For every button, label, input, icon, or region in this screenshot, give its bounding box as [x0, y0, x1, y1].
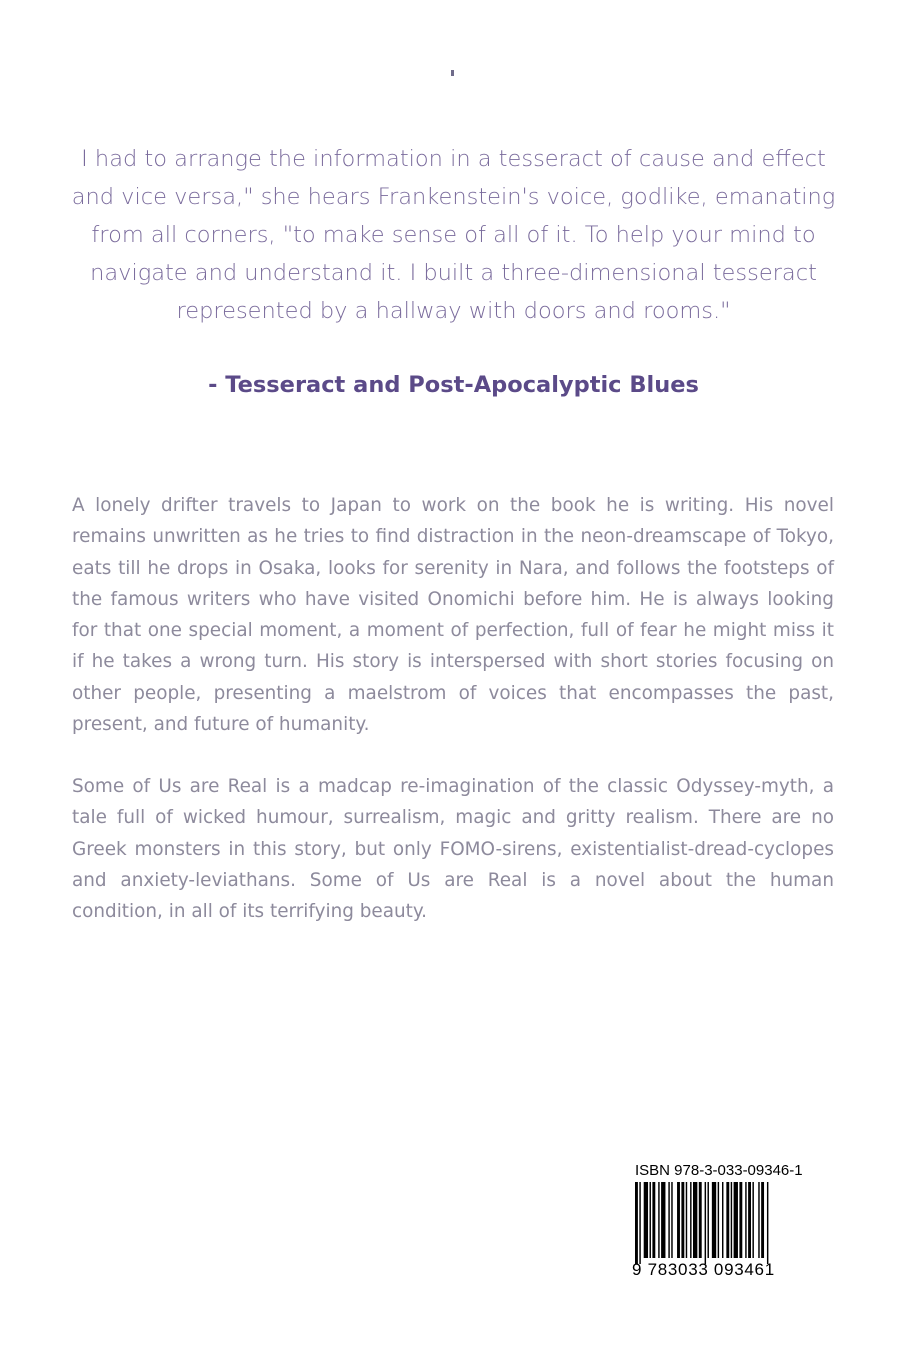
barcode-bar: [693, 1182, 697, 1258]
barcode-bar: [690, 1182, 691, 1258]
barcode-bar: [752, 1182, 753, 1258]
isbn-label: ISBN 978-3-033-09346-1: [635, 1162, 803, 1179]
blurb-paragraph-1: A lonely drifter travels to Japan to work on the book he is writing. His novel remains unwritten as he tries to find distraction in the neon-dreamscape of Tokyo, eats till he drops in Osaka, looks for serenity in Nara, and follows the footsteps of the famous writers who have visited Onomichi before him. He is always looking for that one special moment, a moment of perfection, full of fear he might miss it if he takes a wrong turn. His story is interspersed with short stories focusing on other people, presenting a maelstrom of voices that encompasses the past, present, and future of humanity.: [72, 495, 834, 736]
barcode-bar: [734, 1182, 738, 1258]
barcode-bar: [722, 1182, 723, 1258]
barcode-bar: [681, 1182, 684, 1258]
barcode-bar: [635, 1182, 638, 1264]
barcode-bar: [639, 1182, 640, 1264]
barcode-bar: [644, 1182, 648, 1258]
barcode-bar: [650, 1182, 651, 1258]
barcode-bar: [658, 1182, 659, 1258]
barcode-bar: [718, 1182, 719, 1258]
isbn-barcode: [630, 1160, 820, 1300]
barcode-bar: [712, 1182, 716, 1258]
quote-source: - Tesseract and Post-Apocalyptic Blues: [208, 372, 699, 398]
barcode-bar: [739, 1182, 742, 1258]
barcode-bar: [761, 1182, 764, 1258]
barcode-bars: [635, 1182, 811, 1264]
barcode-bar: [661, 1182, 665, 1258]
barcode-bar: [699, 1182, 702, 1258]
barcode-bar: [731, 1182, 732, 1258]
barcode-bar: [767, 1182, 768, 1264]
barcode-bar: [726, 1182, 729, 1258]
barcode-bar: [668, 1182, 669, 1258]
barcode-digits: 9 783033 093461: [632, 1260, 775, 1279]
barcode-bar: [652, 1182, 655, 1258]
barcode-bar: [705, 1182, 706, 1264]
barcode-bar: [677, 1182, 680, 1258]
barcode-bar: [758, 1182, 759, 1258]
barcode-bar: [748, 1182, 751, 1258]
blurb-paragraph-2: Some of Us are Real is a madcap re-imagination of the classic Odyssey-myth, a tale full of wicked humour, surrealism, magic and gritty realism. There are no Greek monsters in this story, but only FOMO-sirens, existentialist-dread-cyclopes and anxiety-leviathans. Some of Us are Real is a novel about the human condition, in all of its terrifying beauty.: [72, 776, 834, 923]
barcode-bar: [671, 1182, 672, 1258]
barcode-bar: [745, 1182, 746, 1258]
ornament-dot: [451, 70, 454, 76]
barcode-bar: [686, 1182, 687, 1258]
pull-quote: I had to arrange the information in a tesseract of cause and effect and vice versa," she hears Frankenstein's voice, godlike, emanating from all corners, "to make sense of all of it. To help your mind to navigate and understand it. I built a three-dimensional tesseract represented by a hallway with doors and rooms.": [71, 146, 836, 324]
barcode-bar: [708, 1182, 709, 1258]
